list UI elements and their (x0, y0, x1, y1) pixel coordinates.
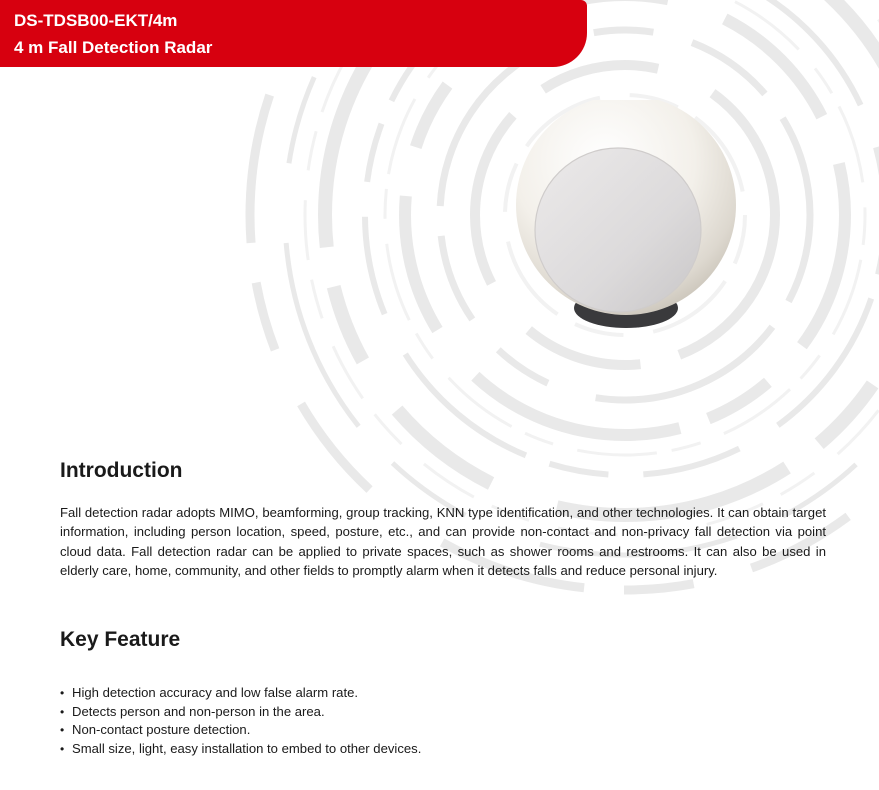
bullet-icon: • (60, 723, 65, 738)
key-feature-heading: Key Feature (60, 628, 181, 651)
product-subtitle: 4 m Fall Detection Radar (14, 38, 213, 57)
list-item (60, 740, 760, 759)
feature-text: Non-contact posture detection. (72, 722, 251, 738)
bullet-icon: • (60, 686, 65, 700)
feature-text: High detection accuracy and low false alarm rate. (72, 685, 359, 700)
list-item (60, 721, 760, 740)
list-item (60, 684, 760, 703)
feature-text: Small size, light, easy installation to embed to other devices. (72, 741, 422, 757)
list-item (60, 703, 760, 722)
introduction-heading: Introduction (60, 459, 183, 482)
key-feature-list (60, 684, 760, 759)
bullet-icon: • (60, 742, 65, 757)
product-model: DS-TDSB00-EKT/4m (14, 11, 178, 30)
header-banner (0, 0, 587, 67)
radar-device-image (508, 100, 748, 340)
introduction-paragraph: Fall detection radar adopts MIMO, beamforming, group tracking, KNN type identification, and other technologies. It can obtain target information, including person location, speed, posture, etc., and can provide non-contact and non-privacy fall detection via point cloud data. Fall detection radar can be applied to private spaces, such as shower rooms and restrooms. It can also be used in elderly care, home, community, and other fields to promptly alarm when it detects falls and reduce personal injury. (60, 505, 826, 578)
feature-text: Detects person and non-person in the area. (72, 703, 325, 719)
bullet-icon: • (60, 704, 65, 719)
